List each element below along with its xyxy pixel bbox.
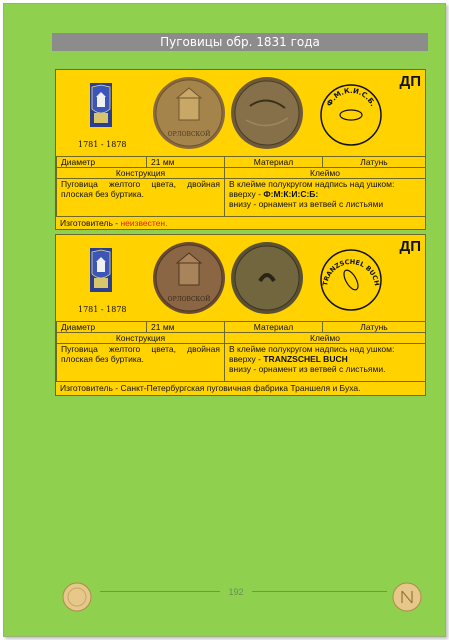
maker-line — [56, 216, 425, 229]
mark-line-3: внизу - орнамент из ветвей с листьями. — [229, 364, 386, 374]
mark-description — [225, 344, 426, 382]
image-row — [56, 235, 425, 321]
maker-label: Изготовитель - — [60, 218, 121, 228]
footer-coin-right-icon — [392, 582, 422, 612]
page-title: Пуговицы обр. 1831 года — [52, 33, 428, 51]
image-row — [56, 70, 425, 156]
button-card-1 — [55, 69, 426, 230]
footer-coin-left-icon — [62, 582, 92, 612]
dp-badge: ДП — [399, 73, 421, 90]
svg-text:Ф.М.К.И.С.Б. — [325, 87, 377, 108]
mark-line-2-prefix: вверху - — [229, 354, 264, 364]
footer-divider-left — [100, 591, 220, 592]
coat-of-arms-icon — [90, 248, 112, 292]
mark-header: Клеймо — [225, 168, 426, 179]
diameter-label: Диаметр — [57, 322, 147, 333]
button-front-image — [152, 241, 226, 315]
stamp-text: Ф.М.К.И.С.Б. — [325, 86, 377, 108]
stamp-text: TRANZSCHEL BUCH — [321, 257, 381, 287]
construction-header: Конструкция — [57, 333, 225, 344]
diameter-label: Диаметр — [57, 157, 147, 168]
mark-line-1: В клейме полукругом надпись над ушком: — [229, 344, 395, 354]
button-back-image — [230, 76, 304, 150]
footer-divider-right — [252, 591, 387, 592]
button-front-image — [152, 76, 226, 150]
material-label: Материал — [225, 157, 323, 168]
mark-description — [225, 179, 426, 217]
mark-line-2-prefix: вверху - — [229, 189, 264, 199]
years-label: 1781 - 1878 — [78, 305, 127, 314]
mark-line-2-value: TRANZSCHEL BUCH — [263, 354, 348, 364]
construction-text: Пуговица желтого цвета, двойная плоская без буртика. — [57, 344, 225, 382]
mark-line-2 — [229, 189, 421, 199]
mark-line-2 — [229, 354, 421, 364]
mark-header: Клеймо — [225, 333, 426, 344]
mark-line-3: внизу - орнамент из ветвей с листьями — [229, 199, 384, 209]
dp-badge: ДП — [399, 238, 421, 255]
diameter-value: 21 мм — [147, 322, 225, 333]
construction-header: Конструкция — [57, 168, 225, 179]
material-label: Материал — [225, 322, 323, 333]
hallmark-stamp-diagram — [319, 248, 383, 312]
maker-line — [56, 381, 425, 394]
maker-value: Санкт-Петербургская пуговичная фабрика Траншеля и Буха. — [120, 383, 361, 393]
construction-text: Пуговица желтого цвета, двойная плоская без буртика. — [57, 179, 225, 217]
mark-line-1: В клейме полукругом надпись над ушком: — [229, 179, 395, 189]
years-label: 1781 - 1878 — [78, 140, 127, 149]
spec-table — [56, 156, 426, 217]
diameter-value: 21 мм — [147, 157, 225, 168]
maker-label: Изготовитель - — [60, 383, 121, 393]
material-value: Латунь — [323, 157, 426, 168]
maker-value: неизвестен. — [120, 218, 168, 228]
page-number: 192 — [228, 587, 244, 597]
coat-of-arms-icon — [90, 83, 112, 127]
spec-table — [56, 321, 426, 382]
material-value: Латунь — [323, 322, 426, 333]
coin-inscription: ОРЛОВСКОЙ — [167, 131, 211, 138]
mark-line-2-value: Ф:М:К:И:С:Б: — [263, 189, 319, 199]
coin-inscription: ОРЛОВСКОЙ — [167, 296, 211, 303]
button-back-image — [230, 241, 304, 315]
hallmark-stamp-diagram — [319, 83, 383, 147]
button-card-2 — [55, 234, 426, 396]
